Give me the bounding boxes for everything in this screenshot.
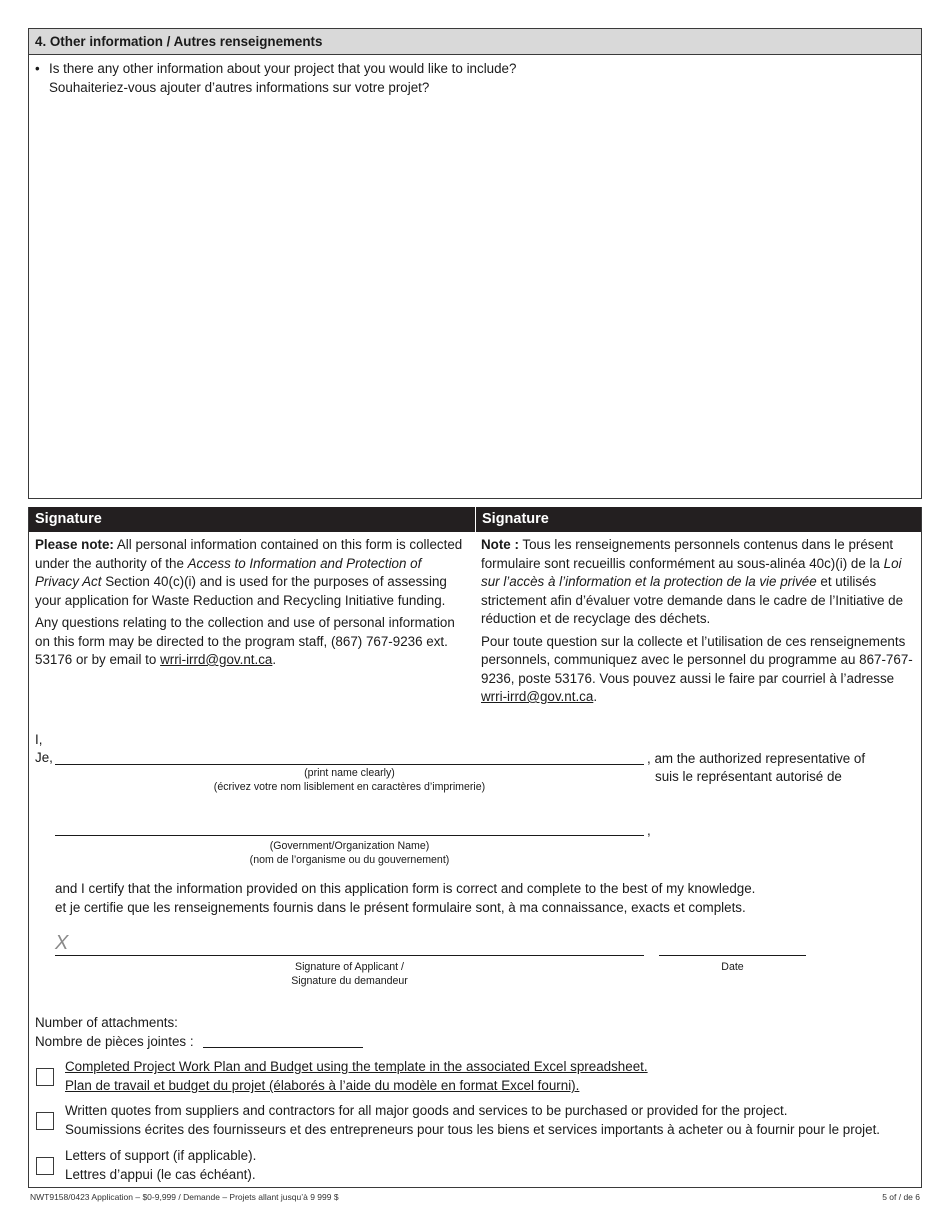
- other-information-section: [28, 28, 922, 499]
- checklist-quotes-fr: Soumissions écrites des fournisseurs et des entrepreneurs pour tous les biens et services importants à acheter ou à fournir pour le projet.: [65, 1122, 881, 1137]
- page-number: 5 of / de 6: [882, 1192, 920, 1202]
- authorized-rep-en: , am the authorized representative of: [647, 751, 866, 766]
- other-information-textarea[interactable]: [29, 99, 921, 497]
- organization-name-line[interactable]: [55, 835, 644, 836]
- applicant-signature-line[interactable]: [55, 955, 644, 956]
- contact-paragraph-en: [35, 614, 467, 670]
- checklist-work-plan-en: Completed Project Work Plan and Budget using the template in the associated Excel spreadsheet.: [65, 1059, 648, 1074]
- certification-en: and I certify that the information provided on this application form is correct and complete to the best of my knowledge.: [55, 881, 756, 896]
- act-name-fr: Loi sur l’accès à l’information et la protection de la vie privée: [481, 555, 902, 589]
- question-fr: Souhaiteriez-vous ajouter d’autres informations sur votre projet?: [49, 79, 430, 95]
- organization-comma: ,: [647, 823, 651, 838]
- print-name-line[interactable]: [55, 764, 644, 765]
- note-text-fr-2: et utilisés strictement afin d’évaluer votre demande dans le cadre de l’Initiative de réduction et de recyclage des déchets.: [481, 574, 904, 626]
- privacy-notice-en: [35, 536, 467, 674]
- form-id-footer: NWT9158/0423 Application – $0-9,999 / Demande – Projets allant jusqu’à 9 999 $: [30, 1192, 339, 1202]
- checklist-letters-en: Letters of support (if applicable).: [65, 1148, 257, 1163]
- act-name-en: Access to Information and Protection of Privacy Act: [35, 555, 422, 589]
- contact-paragraph-fr: [481, 633, 915, 707]
- attachments-count-field[interactable]: [203, 1047, 363, 1048]
- print-name-label-en: (print name clearly): [304, 767, 395, 779]
- email-link-en[interactable]: wrri-irrd@gov.nt.ca: [160, 652, 273, 667]
- signature-label-en: Signature of Applicant /: [295, 961, 404, 973]
- date-label: Date: [721, 961, 744, 973]
- note-text-fr: Tous les renseignements personnels contenus dans le présent formulaire sont recueillis conformément au sous-alinéa 40c)(i) de la: [481, 537, 894, 571]
- checklist-letters-fr: Lettres d’appui (le cas échéant).: [65, 1167, 256, 1182]
- privacy-paragraph-fr: [481, 536, 915, 629]
- bullet-icon: •: [35, 61, 40, 76]
- authorized-rep-fr: suis le représentant autorisé de: [655, 769, 842, 784]
- checklist-quotes-en: Written quotes from suppliers and contractors for all major goods and services to be purchased or provided for the project.: [65, 1103, 788, 1118]
- signature-section: [28, 507, 922, 1188]
- organization-label-fr: (nom de l’organisme ou du gouvernement): [249, 854, 450, 866]
- privacy-paragraph-en: [35, 536, 467, 610]
- contact-period-fr: .: [593, 689, 598, 704]
- signature-x-icon: X: [55, 932, 69, 954]
- email-link-fr[interactable]: wrri-irrd@gov.nt.ca: [481, 689, 594, 704]
- contact-text-en: Any questions relating to the collection and use of personal information on this form may be directed to the program staff, (867) 767-9236 ext. 53176 or by email to: [35, 615, 455, 667]
- note-text-en-2: Section 40(c)(i) and is used for the purposes of assessing your application for Waste Reduction and Recycling Initiative funding.: [35, 574, 447, 608]
- i-label-fr: Je,: [35, 750, 53, 765]
- question-en: Is there any other information about your project that you would like to include?: [49, 61, 517, 76]
- date-line[interactable]: [659, 955, 806, 956]
- checkbox-letters-support[interactable]: [36, 1157, 54, 1175]
- checkbox-work-plan[interactable]: [36, 1068, 54, 1086]
- contact-period-en: .: [272, 652, 277, 667]
- print-name-label-fr: (écrivez votre nom lisiblement en caractères d’imprimerie): [213, 781, 486, 793]
- section-4-title: 4. Other information / Autres renseignements: [29, 29, 921, 55]
- privacy-notice-fr: [481, 536, 915, 711]
- note-label-fr: Note :: [481, 537, 519, 552]
- note-text-en: All personal information contained on this form is collected under the authority of the: [35, 537, 463, 571]
- i-label-en: I,: [35, 732, 43, 747]
- organization-label-en: (Government/Organization Name): [269, 840, 430, 852]
- certification-fr: et je certifie que les renseignements fournis dans le présent formulaire sont, à ma connaissance, exacts et complets.: [55, 900, 746, 915]
- signature-label-fr: Signature du demandeur: [291, 975, 408, 987]
- contact-text-fr: Pour toute question sur la collecte et l’utilisation de ces renseignements personnels, communiquez avec le personnel du programme au 867-767-9236, poste 53176. Vous pouvez aussi le faire par courriel à l’adresse: [481, 633, 913, 686]
- attachments-label-en: Number of attachments:: [35, 1015, 178, 1030]
- signature-header-en: Signature: [29, 507, 475, 532]
- attachments-label-fr: Nombre de pièces jointes :: [35, 1034, 194, 1049]
- note-label-en: Please note:: [35, 537, 114, 552]
- other-information-question: [35, 60, 895, 97]
- signature-header-fr: Signature: [476, 507, 921, 532]
- checklist-work-plan-fr: Plan de travail et budget du projet (élaborés à l’aide du modèle en format Excel fourni).: [65, 1078, 580, 1093]
- checkbox-written-quotes[interactable]: [36, 1112, 54, 1130]
